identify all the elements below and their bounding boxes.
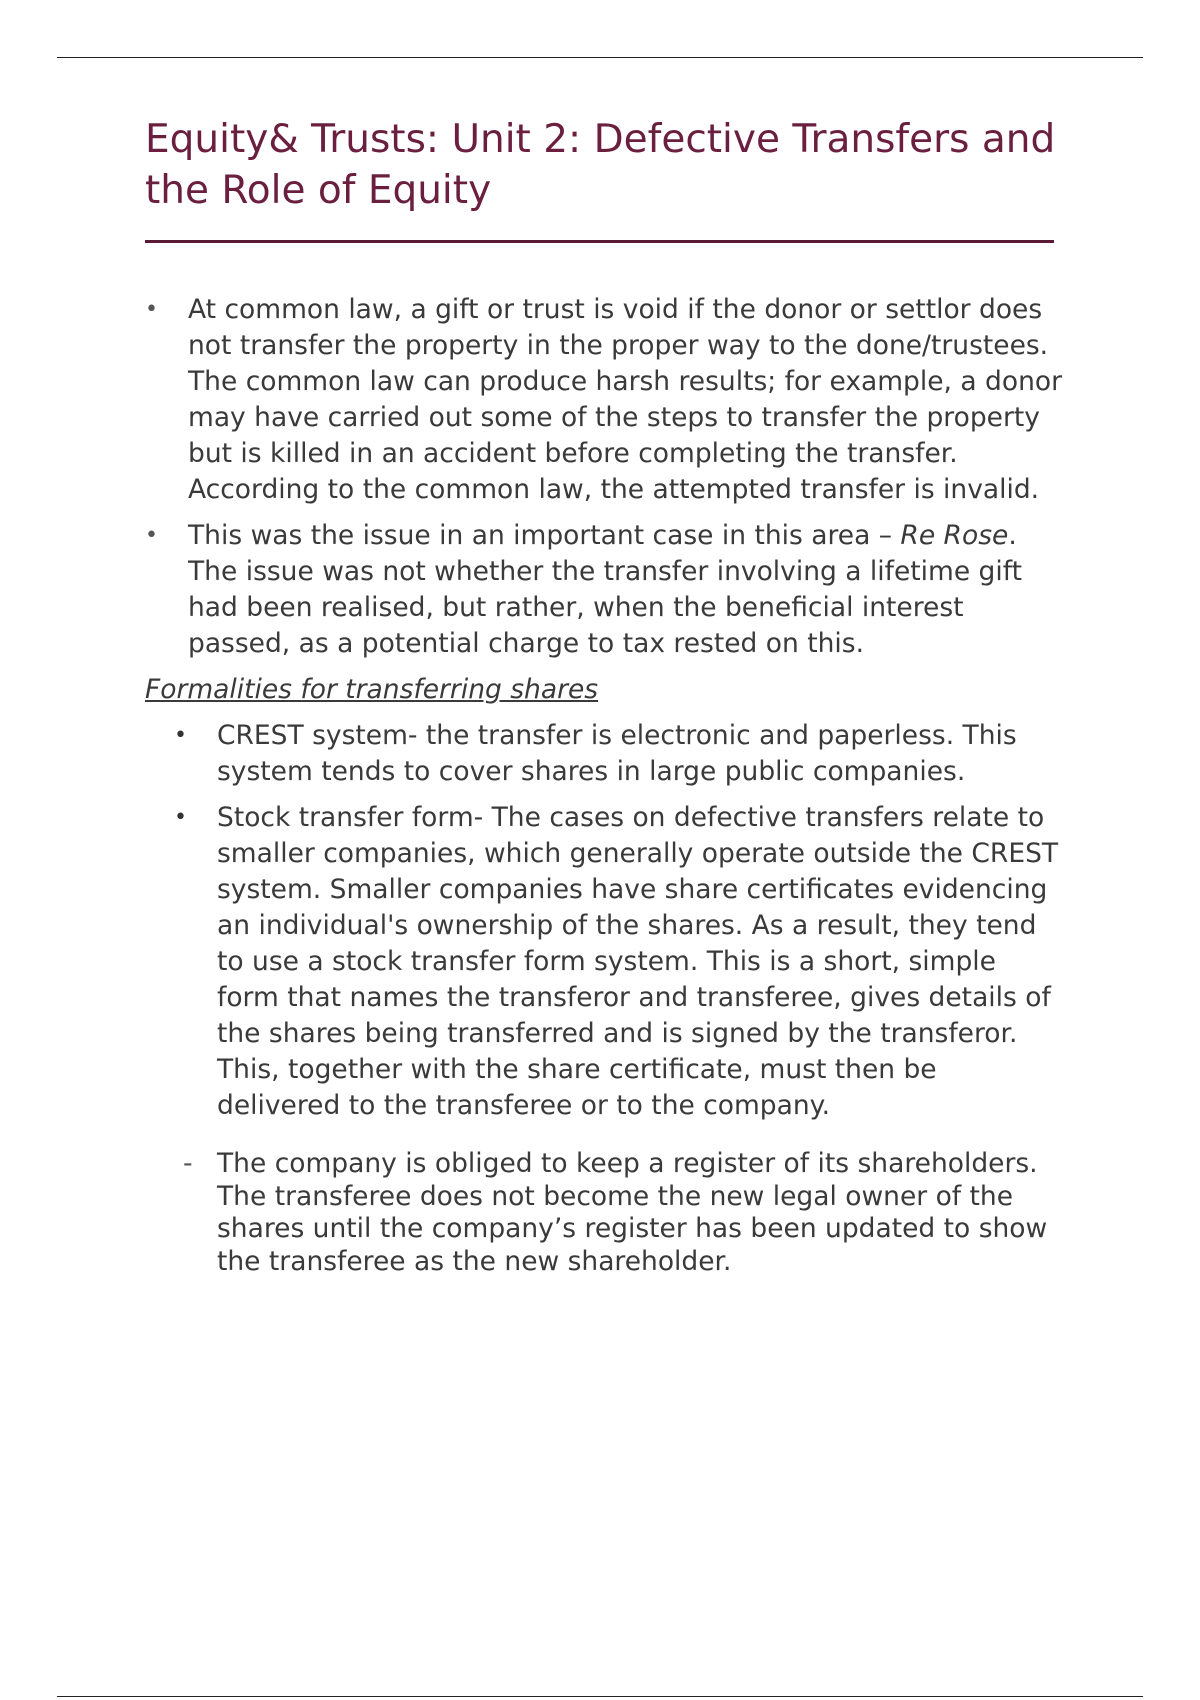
bullet-icon: •: [174, 723, 187, 748]
dash-item-register: [145, 1148, 1065, 1278]
page-top-rule: [57, 57, 1143, 58]
document-body: [145, 292, 1065, 1278]
bullet-icon: •: [145, 297, 158, 322]
title-underline: [145, 240, 1054, 243]
bullet-item-re-rose: [145, 518, 1065, 662]
section-subheading: Formalities for transferring shares: [145, 674, 599, 705]
bullet-text-before: This was the issue in an important case in this area –: [188, 520, 901, 551]
bullet-item-common-law: [145, 292, 1065, 508]
dash-icon: -: [183, 1148, 193, 1179]
sub-bullet-stock-transfer: [174, 800, 1065, 1124]
share-transfer-list: [145, 718, 1065, 1124]
bullet-text-after: . The issue was not whether the transfer involving a lifetime gift had been realised, but rather, when the beneficial interest passed, as a potential charge to tax rested on this.: [188, 520, 1022, 659]
dash-item-text: The company is obliged to keep a register of its shareholders. The transferee does not become the new legal owner of the shares until the company’s register has been updated to show the transferee as the new shareholder.: [217, 1148, 1048, 1277]
sub-bullet-crest: [174, 718, 1065, 790]
sub-bullet-text: CREST system- the transfer is electronic and paperless. This system tends to cover shares in large public companies.: [217, 720, 1017, 787]
main-bullet-list: [145, 292, 1065, 662]
case-name: Re Rose: [900, 520, 1009, 551]
page-bottom-rule: [57, 1696, 1143, 1697]
bullet-text: At common law, a gift or trust is void if the donor or settlor does not transfer the property in the proper way to the done/trustees. The common law can produce harsh results; for example, a donor may have carried out some of the steps to transfer the property but is killed in an accident before completing the transfer. According to the common law, the attempted transfer is invalid.: [188, 294, 1062, 505]
bullet-icon: •: [145, 523, 158, 548]
sub-bullet-text: Stock transfer form- The cases on defective transfers relate to smaller companies, which generally operate outside the CREST system. Smaller companies have share certificates evidencing an individual's ownership of the shares. As a result, they tend to use a stock transfer form system. This is a short, simple form that names the transferor and transferee, gives details of the shares being transferred and is signed by the transferor. This, together with the share certificate, must then be delivered to the transferee or to the company.: [217, 802, 1059, 1121]
bullet-icon: •: [174, 805, 187, 830]
page-title: Equity& Trusts: Unit 2: Defective Transfers and the Role of Equity: [145, 117, 1056, 213]
